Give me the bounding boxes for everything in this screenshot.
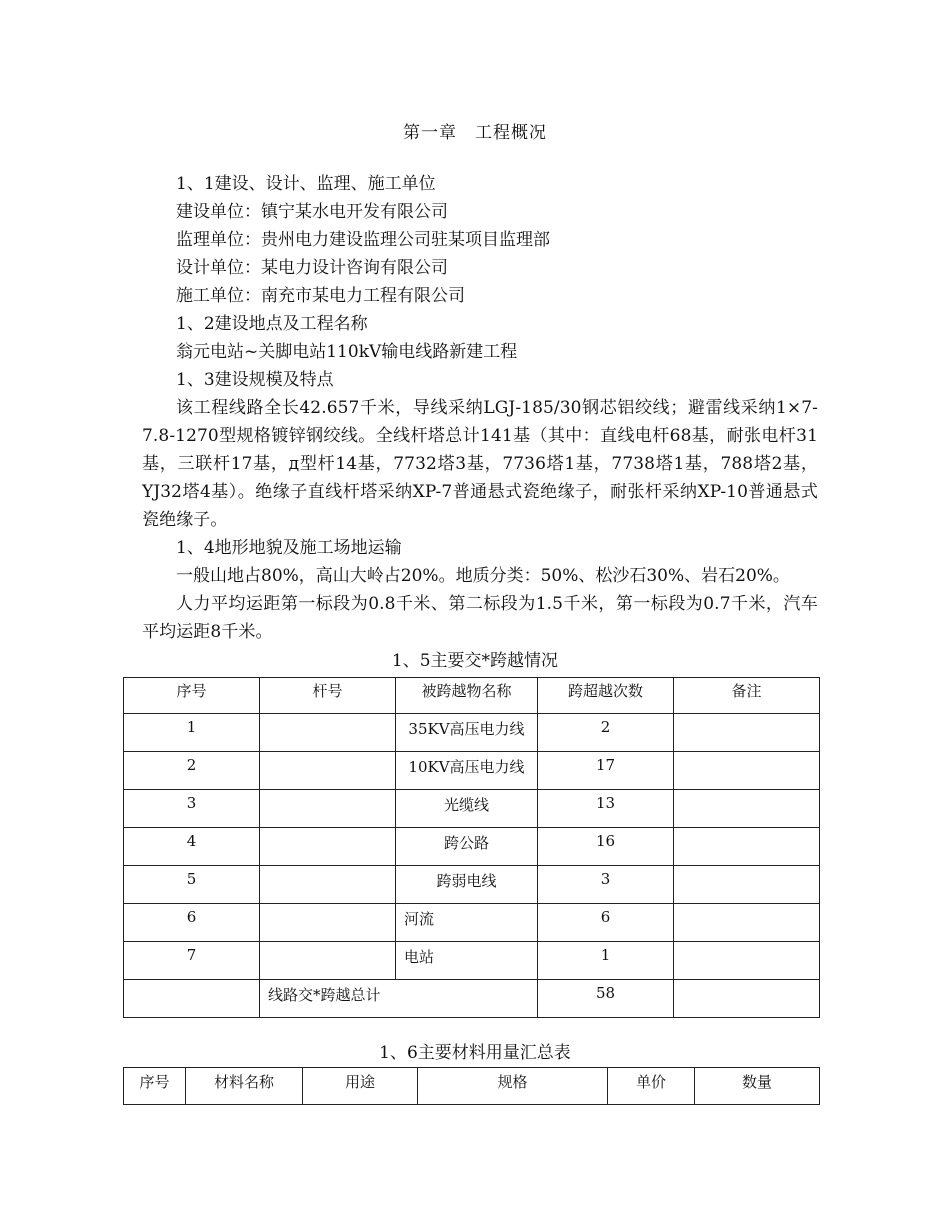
cell-count: 1 — [538, 942, 674, 980]
table-header-row — [124, 678, 820, 714]
col-header-usage: 用途 — [303, 1068, 418, 1105]
cell-note — [674, 904, 820, 942]
crossing-table-title: 1、5主要交*跨越情况 — [391, 651, 559, 671]
transport-paragraph: 人力平均运距第一标段为0.8千米、第二标段为1.5千米，第一标段为0.7千米，汽车平均运距8千米。 — [142, 594, 818, 642]
materials-table — [123, 1067, 820, 1105]
cell-name: 35KV高压电力线 — [396, 714, 538, 752]
builder-unit: 施工单位：南充市某电力工程有限公司 — [176, 286, 465, 306]
chapter-title: 第一章 工程概况 — [403, 123, 547, 143]
cell-name: 电站 — [396, 942, 538, 980]
col-header-quantity: 数量 — [695, 1068, 820, 1105]
table-row — [124, 942, 820, 980]
table-row — [124, 752, 820, 790]
cell-note — [674, 828, 820, 866]
crossing-table — [123, 677, 820, 1018]
col-header-name: 被跨越物名称 — [396, 678, 538, 714]
cell-pole — [260, 866, 396, 904]
materials-table-title: 1、6主要材料用量汇总表 — [379, 1043, 571, 1063]
col-header-no: 序号 — [124, 678, 260, 714]
cell-pole — [260, 714, 396, 752]
cell-no: 1 — [124, 714, 260, 752]
section-1-3-heading: 1、3建设规模及特点 — [176, 370, 334, 390]
cell-count: 2 — [538, 714, 674, 752]
cell-pole — [260, 752, 396, 790]
cell-no: 6 — [124, 904, 260, 942]
cell-no: 5 — [124, 866, 260, 904]
cell-pole — [260, 828, 396, 866]
section-1-4-heading: 1、4地形地貌及施工场地运输 — [176, 538, 402, 558]
cell-pole — [260, 942, 396, 980]
cell-note — [674, 866, 820, 904]
section-1-1-heading: 1、1建设、设计、监理、施工单位 — [176, 174, 436, 194]
cell-no: 7 — [124, 942, 260, 980]
col-header-note: 备注 — [674, 678, 820, 714]
col-header-spec: 规格 — [418, 1068, 608, 1105]
cell-blank — [124, 980, 260, 1018]
cell-no: 3 — [124, 790, 260, 828]
cell-count: 6 — [538, 904, 674, 942]
table-row — [124, 866, 820, 904]
cell-note — [674, 942, 820, 980]
total-label: 线路交*跨越总计 — [260, 980, 538, 1018]
cell-name: 10KV高压电力线 — [396, 752, 538, 790]
col-header-pole: 杆号 — [260, 678, 396, 714]
table-total-row — [124, 980, 820, 1018]
total-value: 58 — [538, 980, 674, 1018]
design-unit: 设计单位：某电力设计咨询有限公司 — [176, 258, 448, 278]
cell-pole — [260, 790, 396, 828]
section-1-2-heading: 1、2建设地点及工程名称 — [176, 314, 368, 334]
terrain-paragraph: 一般山地占80%，高山大岭占20%。地质分类：50%、松沙石30%、岩石20%。 — [176, 566, 790, 586]
cell-note — [674, 714, 820, 752]
cell-name: 光缆线 — [396, 790, 538, 828]
scale-paragraph: 该工程线路全长42.657千米，导线采纳LGJ-185/30钢芯铝绞线；避雷线采纳1×7-7.8-1270型规格镀锌钢绞线。全线杆塔总计141基（其中：直线电杆68基，耐张电杆31基，三联杆17基，д型杆14基，7732塔3基，7736塔1基，7738塔1基，788塔2基，YJ32塔4基）。绝缘子直线杆塔采纳XP-7普通悬式瓷绝缘子，耐张杆采纳XP-10普通悬式瓷绝缘子。 — [142, 398, 818, 530]
col-header-material: 材料名称 — [186, 1068, 303, 1105]
construction-unit: 建设单位：镇宁某水电开发有限公司 — [176, 202, 448, 222]
cell-name: 跨弱电线 — [396, 866, 538, 904]
cell-name: 跨公路 — [396, 828, 538, 866]
cell-no: 4 — [124, 828, 260, 866]
project-name: 翁元电站~关脚电站110kV输电线路新建工程 — [176, 342, 518, 362]
supervision-unit: 监理单位：贵州电力建设监理公司驻某项目监理部 — [176, 230, 550, 250]
cell-note — [674, 790, 820, 828]
cell-name: 河流 — [396, 904, 538, 942]
table-row — [124, 828, 820, 866]
col-header-price: 单价 — [608, 1068, 695, 1105]
cell-count: 3 — [538, 866, 674, 904]
cell-pole — [260, 904, 396, 942]
table-row — [124, 904, 820, 942]
body-text — [142, 170, 818, 646]
table-row — [124, 714, 820, 752]
col-header-count: 跨超越次数 — [538, 678, 674, 714]
table-header-row — [124, 1068, 820, 1105]
col-header-no: 序号 — [124, 1068, 186, 1105]
table-row — [124, 790, 820, 828]
cell-note — [674, 752, 820, 790]
cell-count: 16 — [538, 828, 674, 866]
cell-count: 17 — [538, 752, 674, 790]
cell-note — [674, 980, 820, 1018]
cell-count: 13 — [538, 790, 674, 828]
cell-no: 2 — [124, 752, 260, 790]
